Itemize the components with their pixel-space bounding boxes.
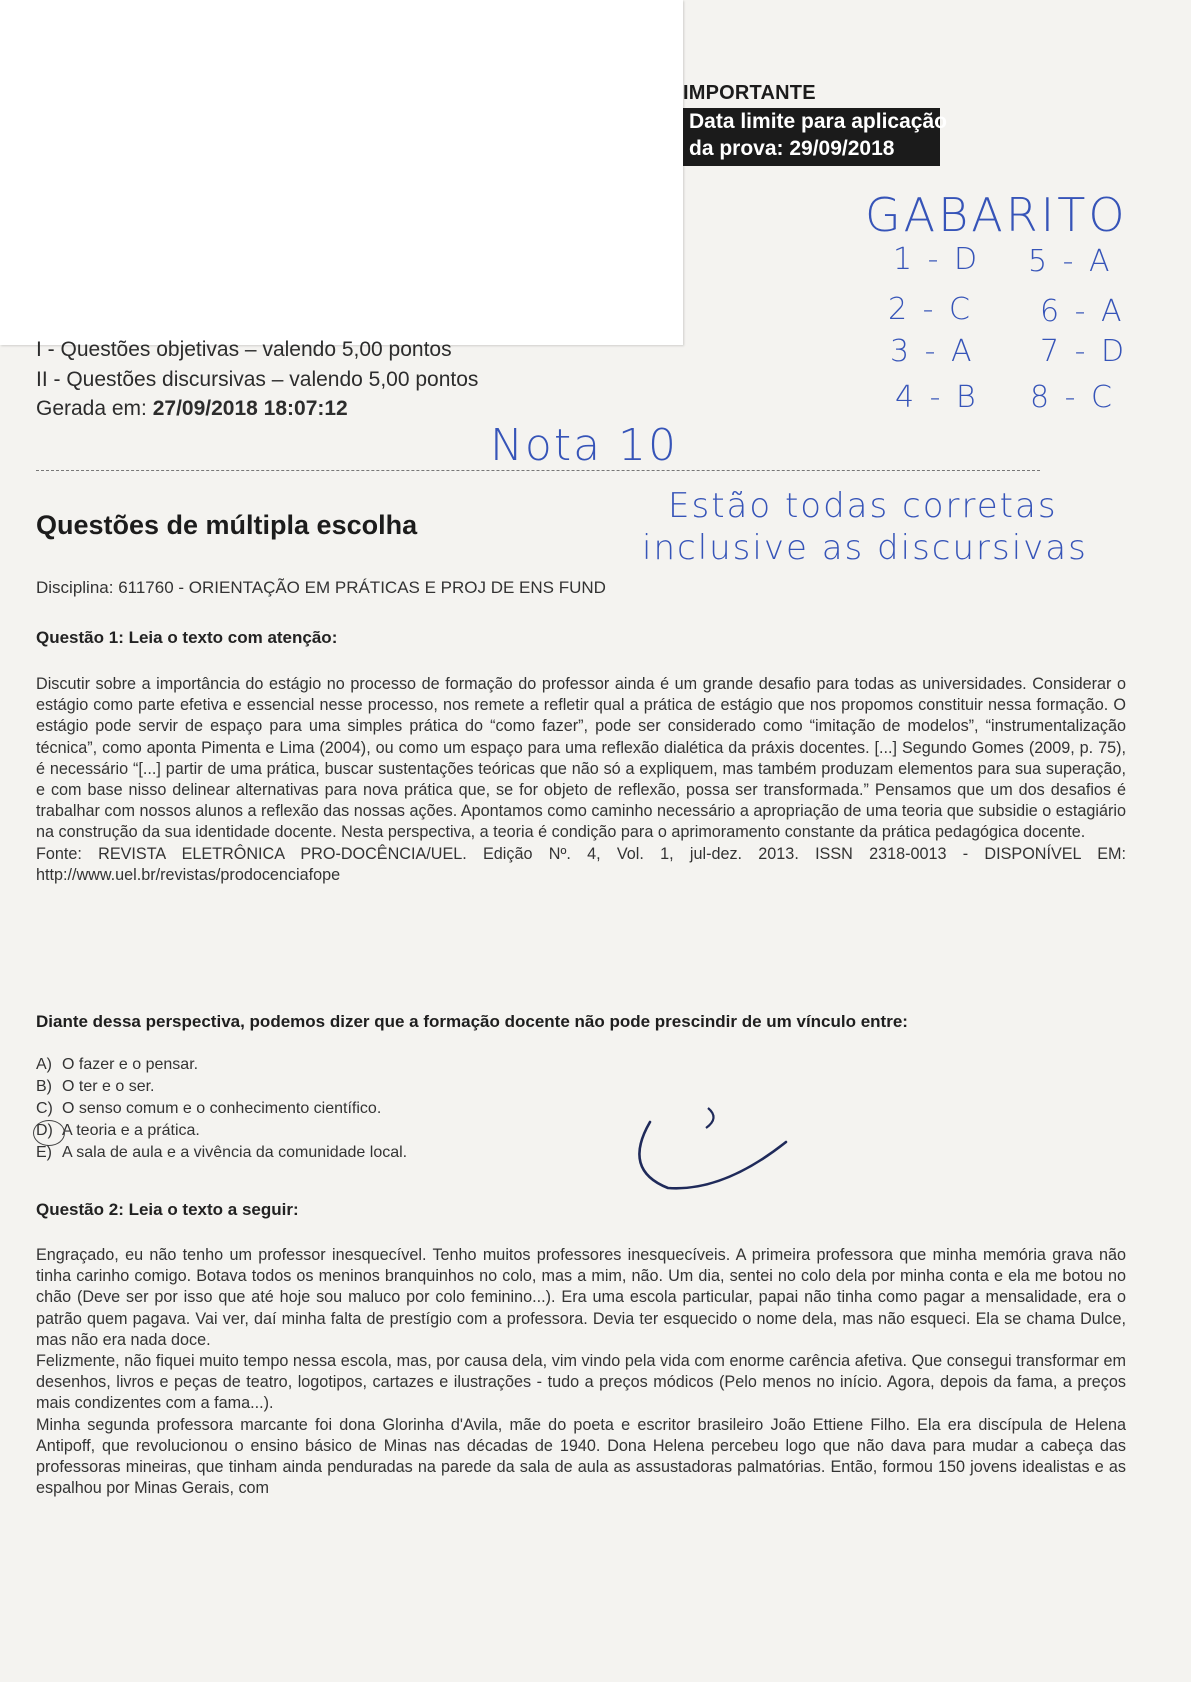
handwritten-answer: 8 - C (1030, 380, 1115, 415)
question-1-option-c[interactable]: C) O senso comum e o conhecimento científico. (36, 1100, 382, 1117)
deadline-line-1: Data limite para aplicação (689, 110, 947, 133)
redaction-patch (0, 0, 683, 345)
handwritten-answer: 5 - A (1028, 244, 1113, 279)
question-1-source: Fonte: REVISTA ELETRÔNICA PRO-DOCÊNCIA/UEL. Edição Nº. 4, Vol. 1, jul-dez. 2013. ISSN 2318-0013 - DISPONÍVEL EM: http://www.uel.br/revistas/prodocenciafope (36, 844, 1126, 884)
handwritten-answer: 7 - D (1040, 334, 1128, 369)
question-2-title: Questão 2: Leia o texto a seguir: (36, 1200, 299, 1219)
question-1-option-e[interactable]: E) A sala de aula e a vivência da comunidade local. (36, 1144, 408, 1161)
handwritten-answer: 2 - C (888, 292, 973, 327)
question-1-option-d[interactable]: D) A teoria e a prática. (36, 1122, 200, 1139)
handwritten-comment-line-2: inclusive as discursivas (642, 528, 1088, 568)
question-1-text: Discutir sobre a importância do estágio no processo de formação do professor ainda é um grande desafio para todas as universidades. Considerar o estágio como parte efetiva e essencial nesse processo, nos remete a refletir qual a prática de estágio que nos propomos constituir nessa formação. O estágio pode servir de espaço para uma simples prática do “como fazer”, pode ser considerado como “imitação de modelos”, “instrumentalização técnica”, como aponta Pimenta e Lima (2004), ou como um espaço para uma reflexão dialética da práxis docentes. [...] Segundo Gomes (2009, p. 75), é necessário “[...] partir de uma prática, buscar sustentações teóricas que não só a expliquem, mas também produzam elementos para sua superação, e com base nisso delinear alternativas para nova prática que, se for objeto de reflexão, possa ser transformada.” Pensamos que um dos desafios é trabalhar com nossos alunos a reflexão das nossas ações. Apontamos como caminho necessário a apropriação de uma teoria que subsidie o estagiário na construção da sua identidade docente. Nesta perspectiva, a teoria é condição para o aprimoramento constante da prática pedagógica docente. (36, 675, 1126, 842)
generated-label: Gerada em: (36, 397, 147, 420)
generated-value: 27/09/2018 18:07:12 (152, 397, 348, 420)
question-1-stem: Diante dessa perspectiva, podemos dizer que a formação docente não pode prescindir de um vínculo entre: (36, 1012, 908, 1031)
handwritten-answer: 6 - A (1040, 294, 1125, 329)
discursive-score-line: II - Questões discursivas – valendo 5,00 pontos (36, 368, 479, 391)
question-2-paragraph-2: Felizmente, não fiquei muito tempo nessa escola, mas, por causa dela, vim vindo pela vida com enorme carência afetiva. Que consegui transformar em desenhos, livros e peças de teatro, logotipos, cartazes e ilustrações - tudo a preços módicos (Pelo menos no início. Agora, depois da fama, a preços mais condizentes com a fama...). (36, 1352, 1126, 1413)
handwritten-answer: 1 - D (893, 242, 981, 277)
objective-score-line: I - Questões objetivas – valendo 5,00 pontos (36, 338, 452, 361)
discipline-line: Disciplina: 611760 - ORIENTAÇÃO EM PRÁTICAS E PROJ DE ENS FUND (36, 578, 606, 597)
deadline-box (683, 108, 947, 166)
question-1-title: Questão 1: Leia o texto com atenção: (36, 628, 338, 647)
selected-answer-circle (33, 1120, 65, 1146)
important-label: IMPORTANTE (683, 82, 816, 104)
question-1-passage (36, 674, 1126, 886)
question-2-passage (36, 1245, 1126, 1499)
question-2-paragraph-3: Minha segunda professora marcante foi dona Glorinha d'Avila, mãe do poeta e escritor brasileiro João Ettiene Filho. Ela era discípula de Helena Antipoff, que revolucionou o ensino básico de Minas nas décadas de 1940. Dona Helena percebeu logo que não dava para mudar a cabeça das professoras mineiras, que tinham ainda penduradas na parede da sala de aula as assustadoras palmatórias. Então, formou 150 jovens idealistas e as espalhou por Minas Gerais, com (36, 1415, 1126, 1498)
question-1-option-a[interactable]: A) O fazer e o pensar. (36, 1056, 199, 1073)
check-mark-icon (628, 1100, 798, 1200)
deadline-line-2: da prova: 29/09/2018 (689, 137, 895, 160)
handwritten-answer: 3 - A (890, 334, 975, 369)
handwritten-comment-line-1: Estão todas corretas (668, 486, 1058, 526)
question-2-paragraph-1: Engraçado, eu não tenho um professor inesquecível. Tenho muitos professores inesquecíveis. A primeira professora que minha memória grava não tinha carinho comigo. Botava todos os meninos branquinhos no colo, mas a mim, não. Um dia, sentei no colo dela por minha conta e ela me botou no chão (Deve ser por isso que até hoje sou maluco por colo feminino...). Era uma escola particular, papai não tinha como pagar a mensalidade, era o patrão quem pagava. Vai ver, daí minha falta de prestígio com a professora. Devia ter esquecido o nome dela, mas não esqueci. Ela se chama Dulce, mas não era nada doce. (36, 1246, 1126, 1349)
handwritten-gabarito: GABARITO (865, 188, 1128, 242)
header-divider (36, 470, 1040, 471)
section-title: Questões de múltipla escolha (36, 510, 418, 540)
generated-line (36, 397, 348, 421)
handwritten-grade: Nota 10 (490, 420, 679, 471)
question-1-option-b[interactable]: B) O ter e o ser. (36, 1078, 155, 1095)
handwritten-answer: 4 - B (895, 380, 979, 415)
